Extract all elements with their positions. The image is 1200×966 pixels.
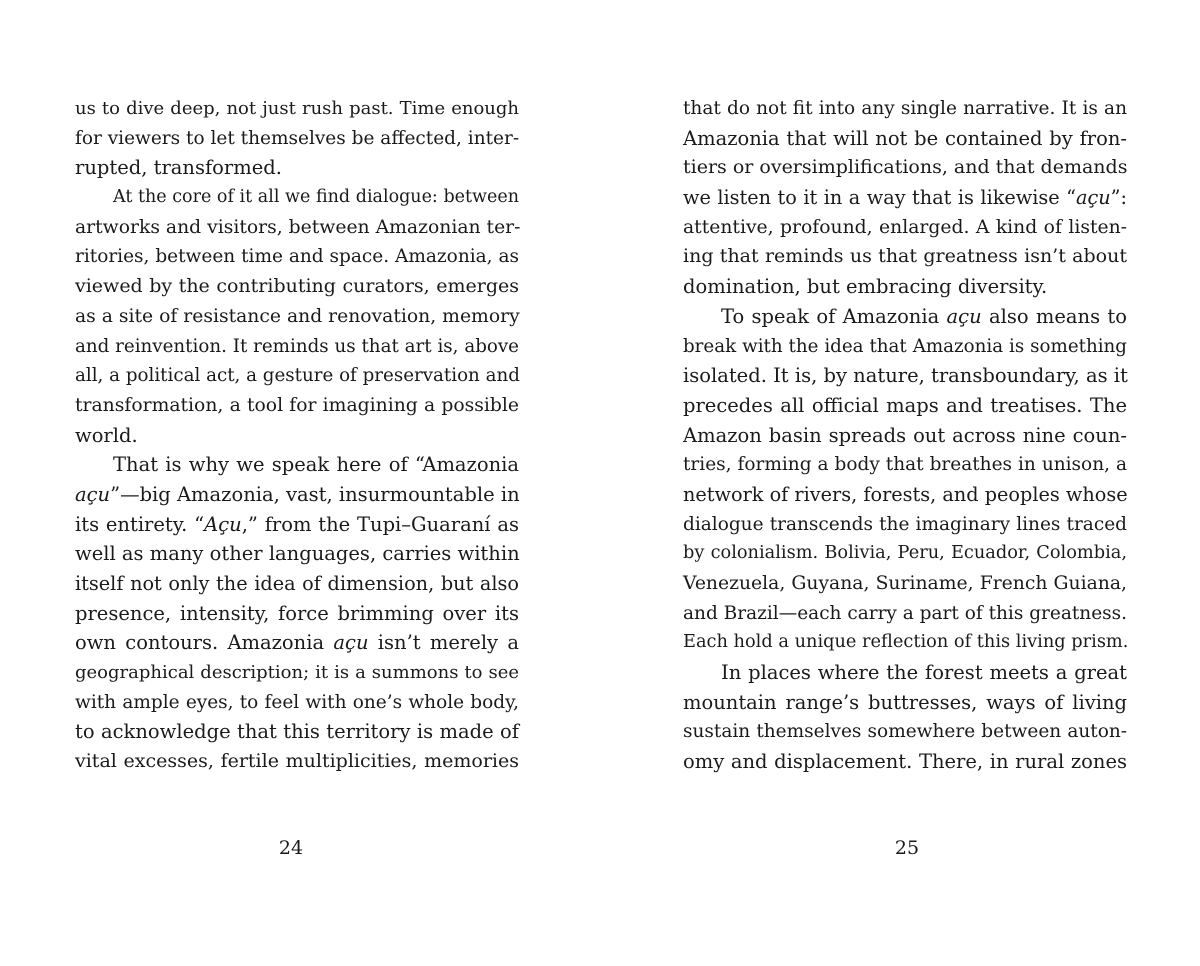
text-line: To speak of Amazonia açu also means to bbox=[721, 304, 1127, 328]
text-line: all, a political act, a gesture of preservation and bbox=[75, 365, 520, 387]
text-line: Each hold a unique reflection of this living prism. bbox=[683, 632, 1129, 653]
text-line: At the core of it all we find dialogue: between bbox=[113, 187, 519, 208]
text-line: by colonialism. Bolivia, Peru, Ecuador, Colombia, bbox=[683, 543, 1127, 564]
text-line: vital excesses, fertile multiplicities, memories bbox=[75, 750, 519, 773]
text-line: sustain themselves somewhere between auton- bbox=[683, 721, 1127, 743]
text-line: we listen to it in a way that is likewise “açu”: bbox=[683, 186, 1127, 210]
text-line: rupted, transformed. bbox=[75, 156, 282, 180]
page-number-left: 24 bbox=[278, 837, 304, 859]
text-line: own contours. Amazonia açu isn’t merely a bbox=[75, 631, 519, 655]
text-line: Amazon basin spreads out across nine coun- bbox=[683, 423, 1127, 447]
text-line: attentive, profound, enlarged. A kind of listen- bbox=[683, 216, 1127, 238]
text-line: ing that reminds us that greatness isn’t about bbox=[683, 245, 1127, 268]
text-line: break with the idea that Amazonia is something bbox=[683, 335, 1127, 357]
right-page bbox=[683, 94, 1127, 777]
text-line: artworks and visitors, between Amazonian ter- bbox=[75, 216, 521, 238]
text-line: açu”—big Amazonia, vast, insurmountable in bbox=[75, 482, 520, 506]
text-line: for viewers to let themselves be affected, inter- bbox=[75, 127, 520, 149]
text-line: tiers or oversimplifications, and that demands bbox=[683, 156, 1128, 179]
text-line: network of rivers, forests, and peoples whose bbox=[683, 482, 1128, 506]
text-line: transformation, a tool for imagining a possible bbox=[75, 394, 519, 416]
text-line: omy and displacement. There, in rural zones bbox=[683, 750, 1127, 774]
text-line: mountain range’s buttresses, ways of living bbox=[683, 690, 1127, 714]
text-line: and reinvention. It reminds us that art is, above bbox=[75, 335, 519, 357]
text-line: presence, intensity, force brimming over its bbox=[75, 601, 519, 625]
text-line: viewed by the contributing curators, emerges bbox=[75, 275, 519, 298]
text-line: that do not fit into any single narrative. It is an bbox=[683, 98, 1127, 119]
text-line: In places where the forest meets a great bbox=[721, 661, 1127, 685]
text-line: ritories, between time and space. Amazonia, as bbox=[75, 246, 519, 268]
text-line: tries, forming a body that breathes in unison, a bbox=[683, 454, 1127, 476]
text-line: us to dive deep, not just rush past. Time enough bbox=[75, 98, 519, 119]
text-line: its entirety. “Açu,” from the Tupi–Guaraní as bbox=[75, 512, 519, 536]
text-line: geographical description; it is a summons to see bbox=[75, 662, 519, 684]
text-line: and Brazil—each carry a part of this greatness. bbox=[683, 602, 1128, 624]
text-line: well as many other languages, carries within bbox=[75, 542, 520, 566]
page-number-right: 25 bbox=[894, 837, 920, 859]
text-line: That is why we speak here of “Amazonia bbox=[113, 453, 519, 477]
text-line: precedes all official maps and treatises. The bbox=[683, 393, 1127, 417]
text-line: Venezuela, Guyana, Suriname, French Guiana, bbox=[683, 573, 1127, 594]
text-line: with ample eyes, to feel with one’s whole body, bbox=[75, 691, 519, 713]
text-line: isolated. It is, by nature, transboundary, as it bbox=[683, 364, 1128, 388]
left-page bbox=[75, 94, 519, 777]
text-line: domination, but embracing diversity. bbox=[683, 275, 1048, 299]
text-line: as a site of resistance and renovation, memory bbox=[75, 305, 520, 327]
text-line: world. bbox=[75, 423, 138, 447]
text-line: to acknowledge that this territory is made of bbox=[75, 720, 519, 744]
text-line: Amazonia that will not be contained by fron- bbox=[683, 126, 1127, 150]
text-line: itself not only the idea of dimension, but also bbox=[75, 572, 519, 595]
text-line: dialogue transcends the imaginary lines traced bbox=[683, 513, 1127, 535]
